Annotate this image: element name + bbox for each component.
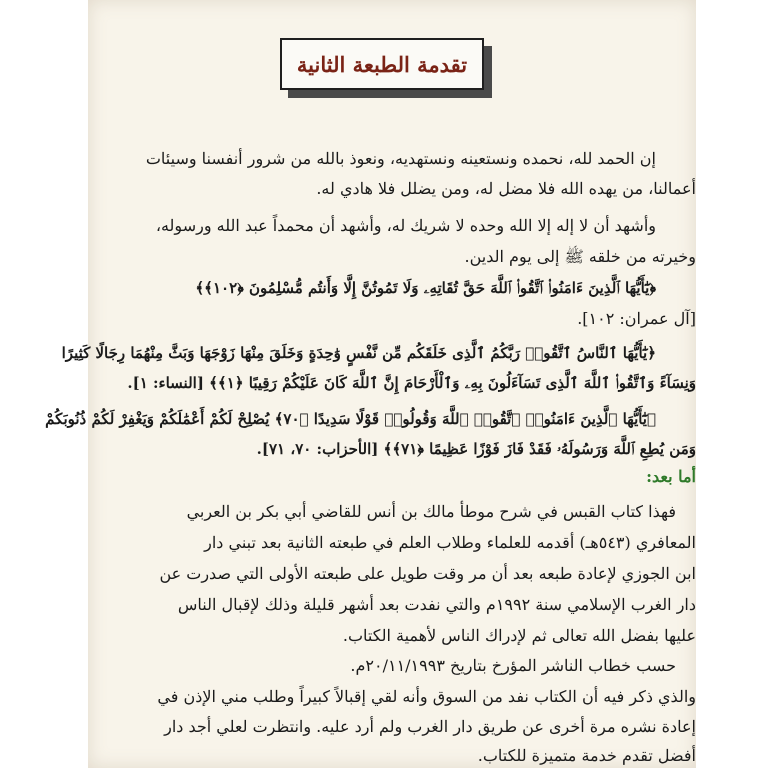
title-frame xyxy=(280,38,492,98)
quran-verse: وَنِسَآءً وَٱتَّقُوا۟ ٱللَّهَ ٱلَّذِى تَسَآءَلُونَ بِهِۦ وَٱلْأَرْحَامَ إِنَّ ٱللَّهَ كَانَ عَلَيْكُمْ رَقِيبًا ﴿١﴾﴾ [النساء: ١]. xyxy=(127,374,696,392)
text-line: دار الغرب الإسلامي سنة ١٩٩٢م والتي نفدت بعد أشهر قليلة وذلك لإقبال الناس xyxy=(177,595,696,614)
text-line: أفضل تقدم خدمة متميزة للكتاب. xyxy=(477,746,696,765)
text-line: وخيرته من خلقه ﷺ إلى يوم الدين. xyxy=(464,247,696,266)
quran-verse: ﴿يَٰٓأَيُّهَا ٱلنَّاسُ ٱتَّقُوا۟ رَبَّكُمُ ٱلَّذِى خَلَقَكُم مِّن نَّفْسٍ وَٰحِدَةٍ وَخَلَقَ مِنْهَا زَوْجَهَا وَبَثَّ مِنْهُمَا رِجَالًا كَثِيرًا xyxy=(61,344,656,362)
book-page xyxy=(45,0,696,768)
text-line: ابن الجوزي لإعادة طبعه بعد أن مر وقت طويل على طبعته الأولى التي صدرت عن xyxy=(159,564,696,583)
text-line: عليها بفضل الله تعالى ثم لإدراك الناس لأهمية الكتاب. xyxy=(342,626,696,645)
page-title: تقدمة الطبعة الثانية xyxy=(280,38,484,90)
text-line: وأشهد أن لا إله إلا الله وحده لا شريك له، وأشهد أن محمداً عبد الله ورسوله، xyxy=(155,216,656,235)
text-line: المعافري (٥٤٣هـ) أقدمه للعلماء وطلاب العلم في طبعته الثانية بعد تبني دار xyxy=(204,533,696,552)
text-line: أعمالنا، من يهده الله فلا مضل له، ومن يضلل فلا هادي له. xyxy=(316,179,696,198)
quran-verse: ﴿يَٰٓأَيُّهَا ٱلَّذِينَ ءَامَنُوا۟ ٱتَّقُوا۟ ٱللَّهَ حَقَّ تُقَاتِهِۦ وَلَا تَمُوتُنَّ إِلَّا وَأَنتُم مُّسْلِمُونَ ﴿١٠٢﴾﴾ xyxy=(195,279,656,297)
text-line: حسب خطاب الناشر المؤرخ بتاريخ ٢٠/١١/١٩٩٣م. xyxy=(350,656,676,675)
text-line: إن الحمد لله، نحمده ونستعينه ونستهديه، ونعوذ بالله من شرور أنفسنا وسيئات xyxy=(145,149,656,168)
text-line: إعادة نشره مرة أخرى عن طريق دار الغرب ولم أرد عليه. وانتظرت لعلي أجد دار xyxy=(164,717,696,736)
section-heading: أما بعد: xyxy=(646,467,696,486)
verse-reference: [آل عمران: ١٠٢]. xyxy=(577,309,696,328)
text-line: والذي ذكر فيه أن الكتاب نفد من السوق وأنه لقي إقبالاً كبيراً وطلب مني الإذن في xyxy=(157,687,696,706)
quran-verse: ﴿يَٰٓأَيُّهَا ٱلَّذِينَ ءَامَنُوا۟ ٱتَّقُوا۟ ٱللَّهَ وَقُولُوا۟ قَوْلًا سَدِيدًا ﴿٧٠﴾ يُصْلِحْ لَكُمْ أَعْمَٰلَكُمْ وَيَغْفِرْ لَكُمْ ذُنُوبَكُمْ xyxy=(45,410,656,428)
quran-verse: وَمَن يُطِعِ ٱللَّهَ وَرَسُولَهُۥ فَقَدْ فَازَ فَوْزًا عَظِيمًا ﴿٧١﴾﴾ [الأحزاب: ٧٠، ٧١]. xyxy=(256,440,696,458)
text-line: فهذا كتاب القبس في شرح موطأ مالك بن أنس للقاضي أبي بكر بن العربي xyxy=(186,502,676,521)
